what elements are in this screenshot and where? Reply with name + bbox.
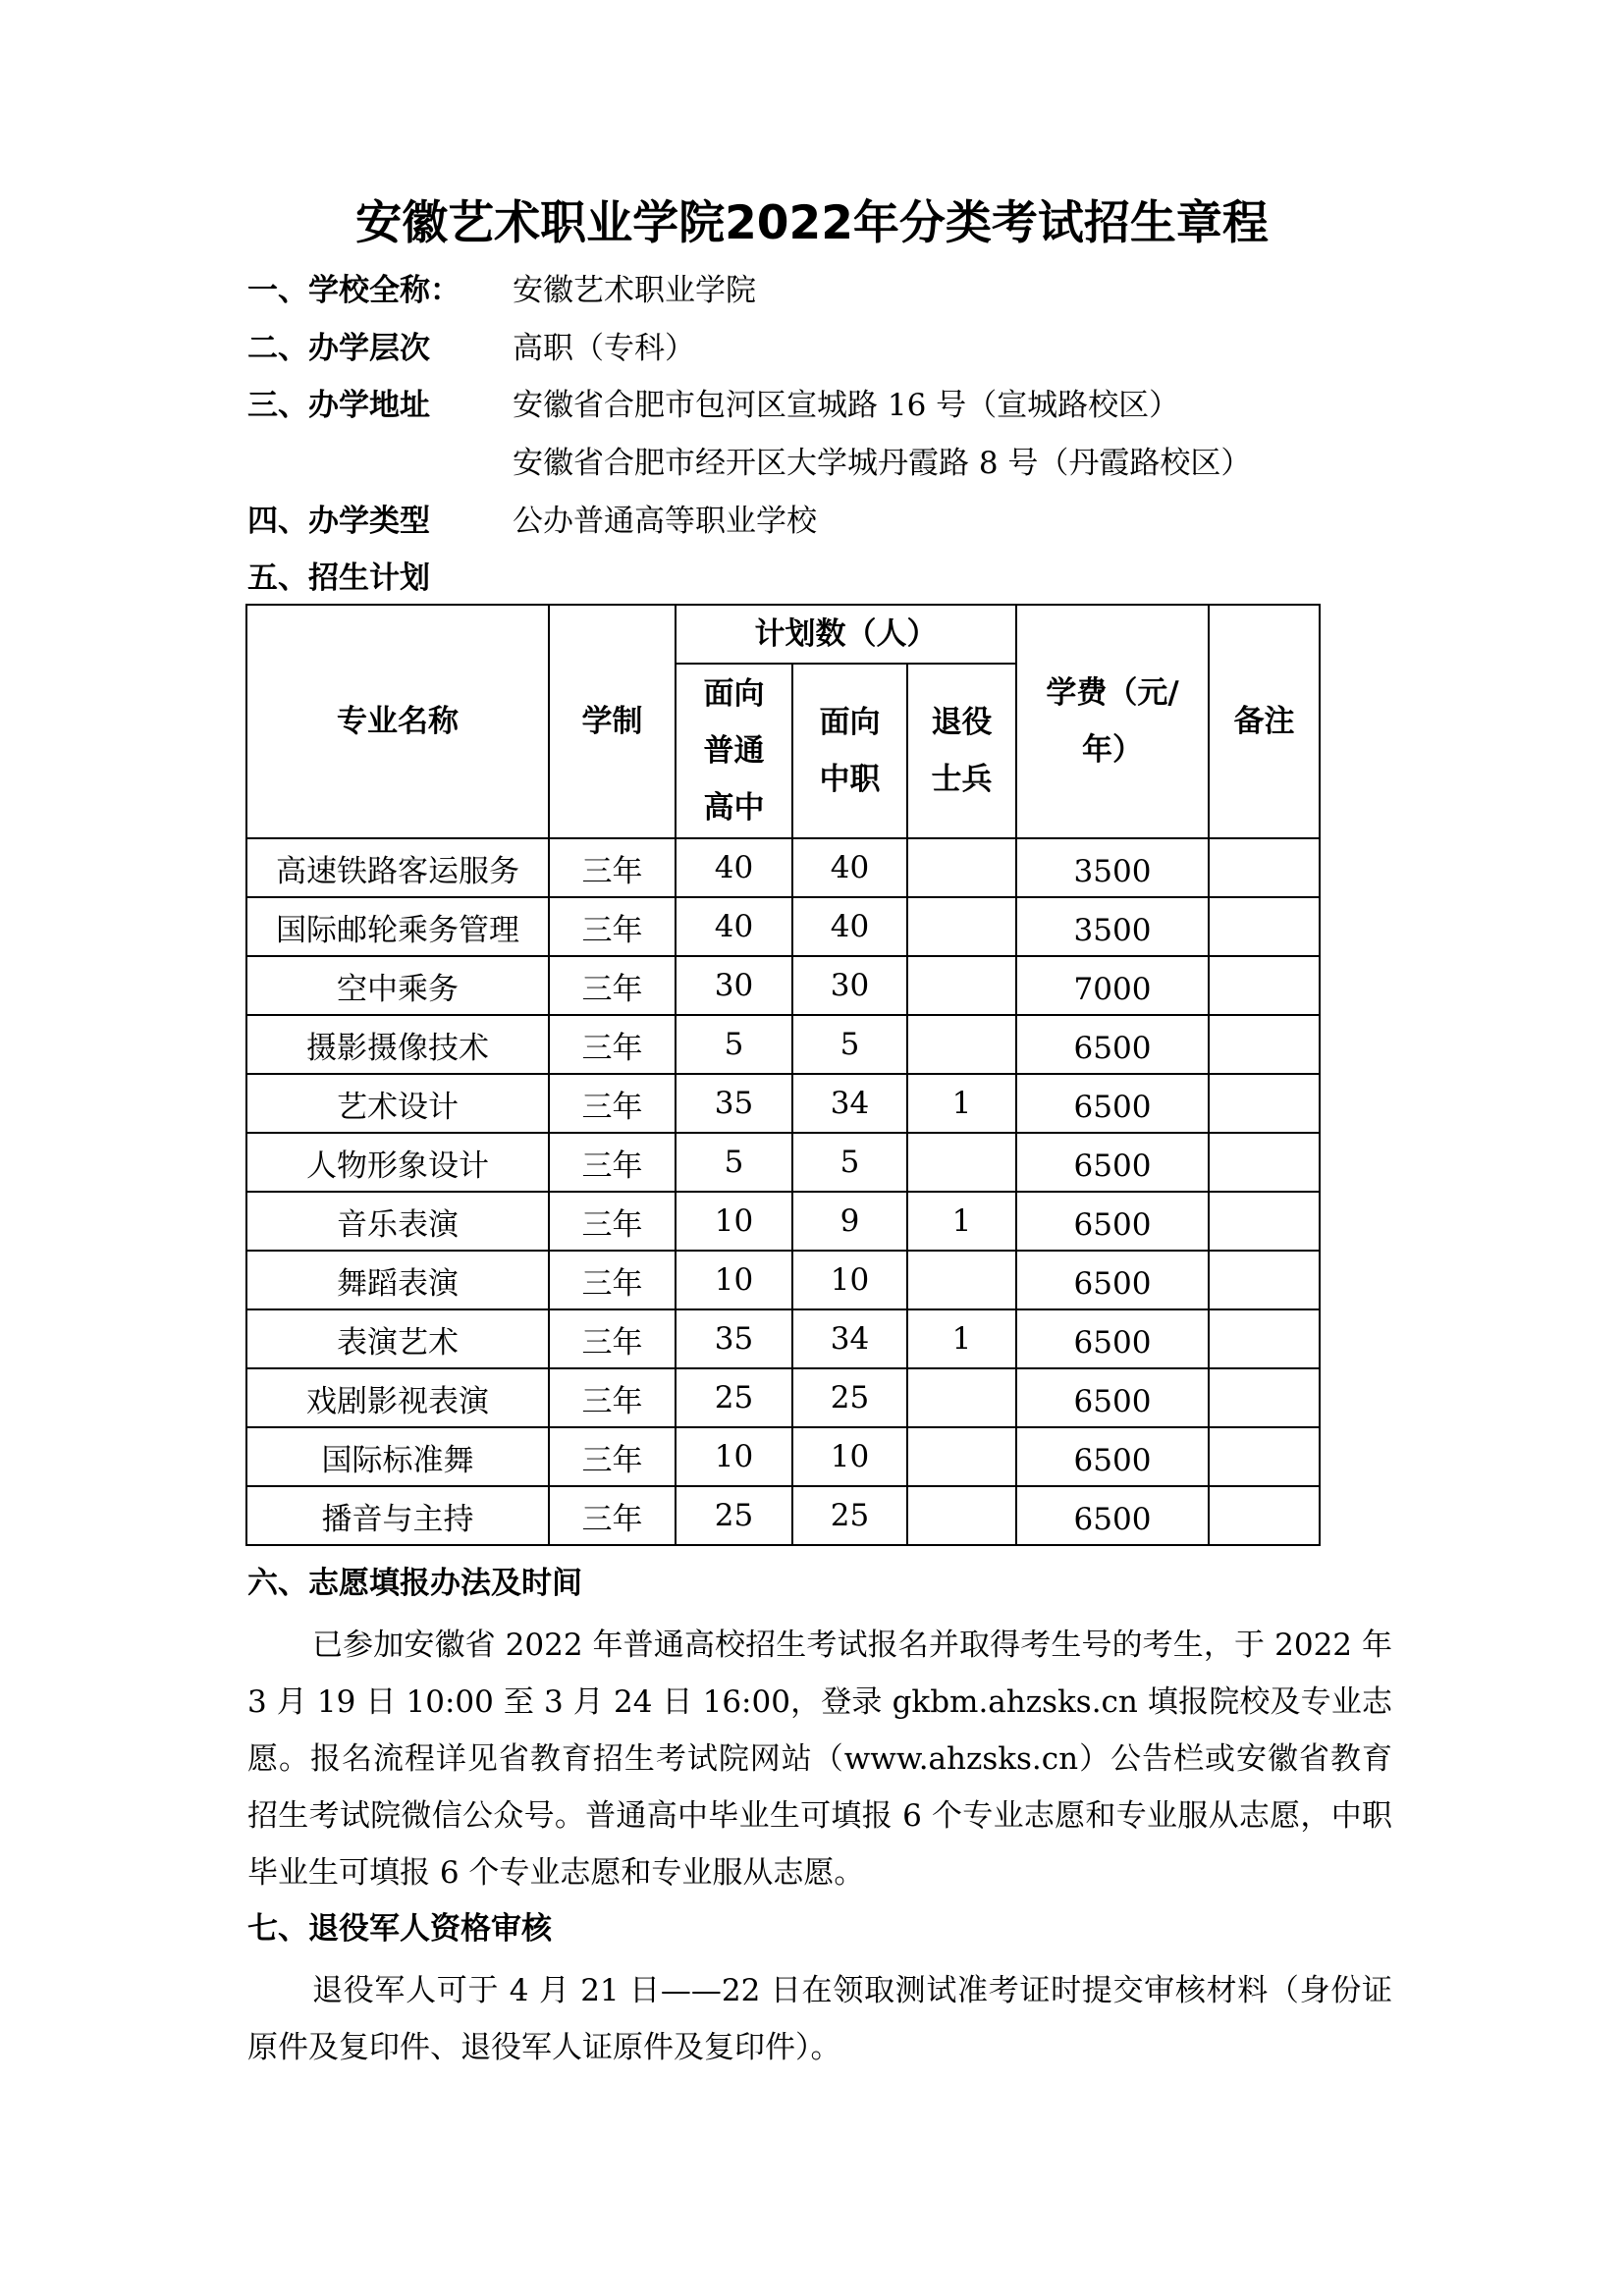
cell-vs: 9 <box>792 1192 907 1251</box>
header-duration: 学制 <box>549 605 676 838</box>
cell-vs: 5 <box>792 1133 907 1192</box>
cell-major: 音乐表演 <box>246 1192 549 1251</box>
table-row <box>246 1427 1320 1486</box>
cell-duration: 三年 <box>549 1251 676 1309</box>
table-row <box>246 1486 1320 1545</box>
header-veteran <box>907 664 1016 838</box>
cell-note <box>1209 897 1320 956</box>
cell-duration: 三年 <box>549 956 676 1015</box>
cell-major: 国际标准舞 <box>246 1427 549 1486</box>
cell-hs: 10 <box>676 1192 792 1251</box>
cell-note <box>1209 956 1320 1015</box>
cell-hs: 35 <box>676 1074 792 1133</box>
cell-major: 高速铁路客运服务 <box>246 838 549 897</box>
cell-duration: 三年 <box>549 1192 676 1251</box>
header-fee <box>1016 605 1209 838</box>
cell-note <box>1209 1074 1320 1133</box>
cell-fee: 6500 <box>1016 1309 1209 1368</box>
cell-fee: 6500 <box>1016 1251 1209 1309</box>
enrollment-plan-table <box>245 604 1321 1546</box>
cell-major: 播音与主持 <box>246 1486 549 1545</box>
cell-vs: 34 <box>792 1309 907 1368</box>
cell-duration: 三年 <box>549 1486 676 1545</box>
cell-duration: 三年 <box>549 1427 676 1486</box>
cell-hs: 30 <box>676 956 792 1015</box>
cell-fee: 6500 <box>1016 1427 1209 1486</box>
info-value: 高职（专科） <box>513 331 695 366</box>
cell-hs: 40 <box>676 838 792 897</box>
cell-major: 国际邮轮乘务管理 <box>246 897 549 956</box>
cell-hs: 5 <box>676 1015 792 1074</box>
cell-hs: 25 <box>676 1368 792 1427</box>
cell-note <box>1209 1133 1320 1192</box>
cell-vs: 40 <box>792 897 907 956</box>
cell-vs: 40 <box>792 838 907 897</box>
cell-fee: 3500 <box>1016 838 1209 897</box>
cell-duration: 三年 <box>549 1015 676 1074</box>
cell-vs: 25 <box>792 1486 907 1545</box>
table-row <box>246 1192 1320 1251</box>
header-vocational <box>792 664 907 838</box>
cell-fee: 6500 <box>1016 1133 1209 1192</box>
cell-fee: 3500 <box>1016 897 1209 956</box>
info-value: 安徽省合肥市包河区宣城路 16 号（宣城路校区） <box>513 388 1180 423</box>
cell-hs: 25 <box>676 1486 792 1545</box>
cell-vs: 25 <box>792 1368 907 1427</box>
table-row <box>246 897 1320 956</box>
cell-vet <box>907 1427 1016 1486</box>
info-value: 安徽艺术职业学院 <box>513 273 756 308</box>
cell-fee: 6500 <box>1016 1368 1209 1427</box>
cell-vet <box>907 897 1016 956</box>
cell-note <box>1209 1015 1320 1074</box>
cell-fee: 6500 <box>1016 1486 1209 1545</box>
cell-vet <box>907 956 1016 1015</box>
cell-vs: 34 <box>792 1074 907 1133</box>
cell-fee: 6500 <box>1016 1192 1209 1251</box>
section-heading-enrollment-plan: 五、招生计划 <box>247 561 430 596</box>
document-title: 安徽艺术职业学院2022年分类考试招生章程 <box>355 196 1269 250</box>
header-plan: 计划数（人） <box>676 605 1016 664</box>
info-label: 四、办学类型 <box>247 504 430 539</box>
cell-vet <box>907 1251 1016 1309</box>
cell-vet <box>907 838 1016 897</box>
cell-vs: 10 <box>792 1251 907 1309</box>
cell-vet <box>907 1133 1016 1192</box>
cell-fee: 6500 <box>1016 1015 1209 1074</box>
cell-major: 人物形象设计 <box>246 1133 549 1192</box>
cell-vs: 30 <box>792 956 907 1015</box>
header-high-school-label: 面向普通高中 <box>703 676 765 826</box>
header-high-school <box>676 664 792 838</box>
table-row <box>246 838 1320 897</box>
cell-vs: 5 <box>792 1015 907 1074</box>
cell-duration: 三年 <box>549 1133 676 1192</box>
header-veteran-label: 退役士兵 <box>931 705 993 797</box>
table-row <box>246 1015 1320 1074</box>
cell-major: 空中乘务 <box>246 956 549 1015</box>
header-note: 备注 <box>1209 605 1320 838</box>
table-body <box>246 838 1320 1545</box>
cell-duration: 三年 <box>549 1074 676 1133</box>
cell-fee: 6500 <box>1016 1074 1209 1133</box>
cell-note <box>1209 1368 1320 1427</box>
cell-duration: 三年 <box>549 1309 676 1368</box>
cell-vet: 1 <box>907 1074 1016 1133</box>
cell-vet <box>907 1486 1016 1545</box>
cell-major: 艺术设计 <box>246 1074 549 1133</box>
cell-note <box>1209 1192 1320 1251</box>
table-row <box>246 1368 1320 1427</box>
table-row <box>246 956 1320 1015</box>
cell-vet <box>907 1368 1016 1427</box>
header-fee-label: 学费（元/年） <box>1046 675 1179 768</box>
section-heading-veteran-review: 七、退役军人资格审核 <box>247 1911 552 1947</box>
cell-hs: 10 <box>676 1427 792 1486</box>
application-paragraph: 已参加安徽省 2022 年普通高校招生考试报名并取得考生号的考生，于 2022 年 3 月 19 日 10:00 至 3 月 24 日 16:00，登录 gkbm.ahzsks.cn 填报院校及专业志愿。报名流程详见省教育招生考试院网站（www.ahzsks.cn）公告栏或安徽省教育招生考试院微信公众号。普通高中毕业生可填报 6 个专业志愿和专业服从志愿，中职毕业生可填报 6 个专业志愿和专业服从志愿。 <box>247 1628 1392 1891</box>
cell-vs: 10 <box>792 1427 907 1486</box>
veteran-review-paragraph: 退役军人可于 4 月 21 日——22 日在领取测试准考证时提交审核材料（身份证原件及复印件、退役军人证原件及复印件）。 <box>247 1973 1392 2065</box>
cell-fee: 7000 <box>1016 956 1209 1015</box>
cell-duration: 三年 <box>549 1368 676 1427</box>
section-heading-application: 六、志愿填报办法及时间 <box>247 1566 582 1601</box>
cell-hs: 10 <box>676 1251 792 1309</box>
cell-note <box>1209 1251 1320 1309</box>
table-row <box>246 1074 1320 1133</box>
info-value: 安徽省合肥市经开区大学城丹霞路 8 号（丹霞路校区） <box>513 446 1252 481</box>
table-row <box>246 1309 1320 1368</box>
cell-major: 表演艺术 <box>246 1309 549 1368</box>
cell-note <box>1209 1427 1320 1486</box>
info-label: 三、办学地址 <box>247 388 430 423</box>
header-vocational-label: 面向中职 <box>819 705 881 797</box>
cell-note <box>1209 1309 1320 1368</box>
table-row <box>246 1251 1320 1309</box>
cell-vet <box>907 1015 1016 1074</box>
cell-note <box>1209 1486 1320 1545</box>
info-label: 二、办学层次 <box>247 331 430 366</box>
cell-vet: 1 <box>907 1192 1016 1251</box>
cell-major: 戏剧影视表演 <box>246 1368 549 1427</box>
table-row <box>246 1133 1320 1192</box>
cell-vet: 1 <box>907 1309 1016 1368</box>
info-value: 公办普通高等职业学校 <box>513 504 817 539</box>
cell-hs: 40 <box>676 897 792 956</box>
header-major: 专业名称 <box>246 605 549 838</box>
cell-major: 舞蹈表演 <box>246 1251 549 1309</box>
info-label: 一、学校全称： <box>247 273 460 308</box>
cell-duration: 三年 <box>549 838 676 897</box>
cell-duration: 三年 <box>549 897 676 956</box>
cell-note <box>1209 838 1320 897</box>
cell-hs: 35 <box>676 1309 792 1368</box>
cell-major: 摄影摄像技术 <box>246 1015 549 1074</box>
cell-hs: 5 <box>676 1133 792 1192</box>
